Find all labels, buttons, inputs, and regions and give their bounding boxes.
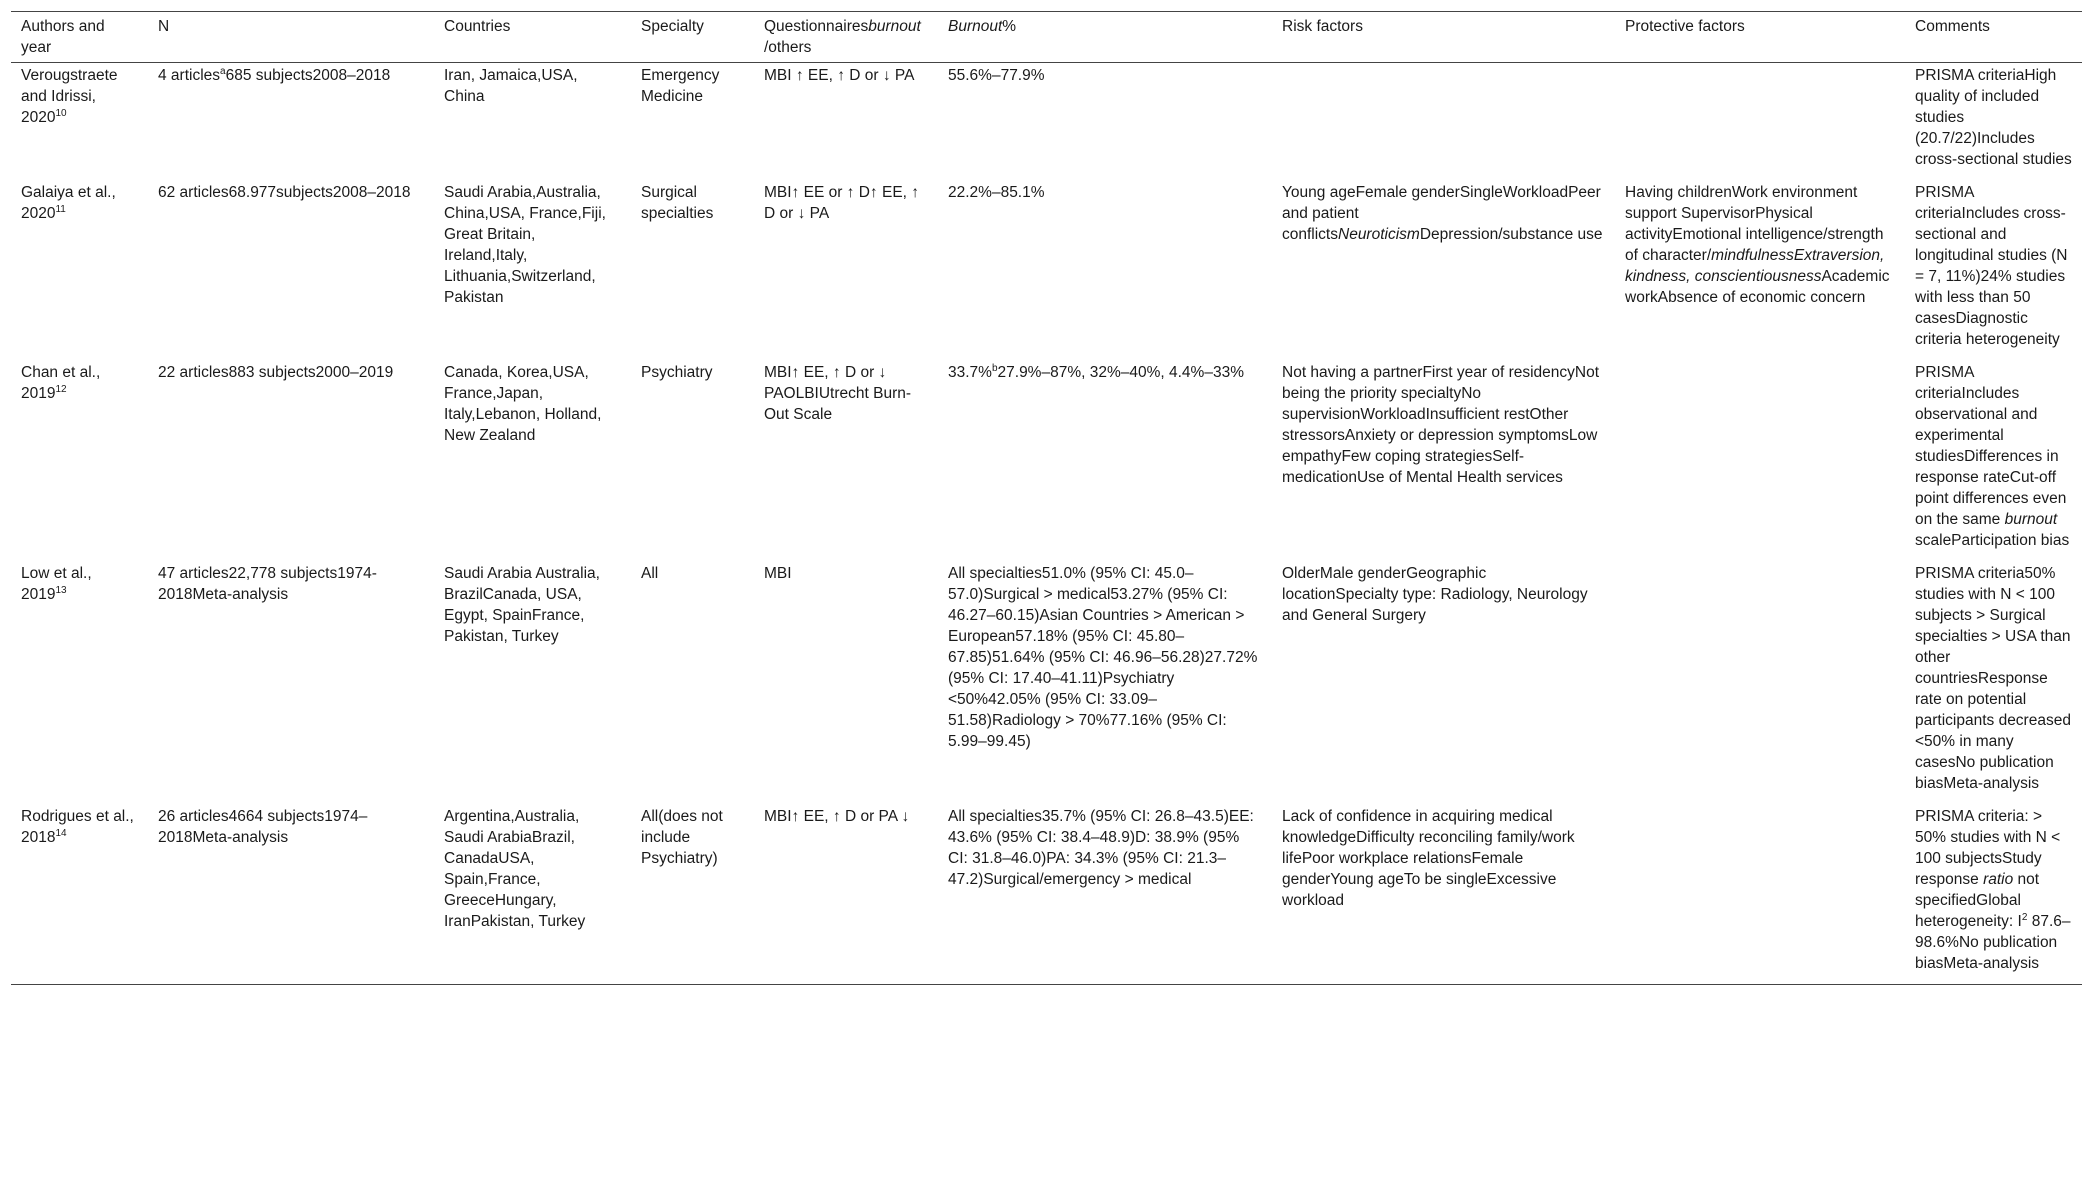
cell-n: 47 articles22,778 subjects1974-2018Meta-analysis [158,565,377,603]
cell-comments: PRISMA criteriaHigh quality of included studies (20.7/22)Includes cross-sectional studies [1915,67,2072,168]
cell-countries: Iran, Jamaica,USA, China [444,67,578,105]
table-row [11,360,2082,561]
cell-comments: PRISMA criteria: > 50% studies with N < 100 subjectsStudy response ratio not specifiedGlobal heterogeneity: $I^2$ 87.6–98.6%No publication biasMeta-analysis [1905,804,2082,985]
cell-n: 22 articles883 subjects2000–2019 [158,364,394,381]
cell-burnout: 33.7%$^b$27.9%–87%, 32%–40%, 4.4%–33% [948,362,1244,381]
cell-author: Chan et al., 2019$^{12}$ [21,364,101,402]
table-row [11,561,2082,804]
header-authors: Authors and year [11,12,148,63]
cell-burnout: 55.6%–77.9% [948,67,1045,84]
cell-questionnaires: MBI↑ EE, ↑ D or ↓ PAOLBIUtrecht Burn-Out Scale [764,364,912,423]
cell-specialty: All [641,565,659,582]
header-row [11,12,2082,63]
cell-n: 4 articles$^a$685 subjects2008–2018 [158,65,391,84]
cell-countries: Argentina,Australia, Saudi ArabiaBrazil, CanadaUSA, Spain,France, GreeceHungary, IranPakistan, Turkey [434,804,631,985]
cell-risk-factors: Young ageFemale genderSingleWorkloadPeer and patient conflictsNeuroticismDepression/substance use [1282,184,1603,243]
cell-countries: Saudi Arabia,Australia, China,USA, France,Fiji, Great Britain, Ireland,Italy, Lithuania,Switzerland, Pakistan [444,184,606,306]
review-table-container [11,11,2082,985]
cell-author: Rodrigues et al., 2018$^{14}$ [11,804,148,985]
cell-countries: Saudi Arabia Australia, BrazilCanada, USA, Egypt, SpainFrance, Pakistan, Turkey [444,565,600,645]
cell-risk-factors: Lack of confidence in acquiring medical knowledgeDifficulty reconciling family/work lifePoor workplace relationsFemale genderYoung ageTo be singleExcessive workload [1272,804,1615,985]
cell-comments: PRISMA criteria50% studies with N < 100 subjects > Surgical specialties > USA than other countriesResponse rate on potential participants decreased <50% in many casesNo publication biasMeta-analysis [1915,565,2071,792]
cell-n: 62 articles68.977subjects2008–2018 [158,184,411,201]
cell-risk-factors: Not having a partnerFirst year of residencyNot being the priority specialtyNo supervisionWorkloadInsufficient restOther stressorsAnxiety or depression symptomsLow empathyFew coping strategiesSelf-medicationUse of Mental Health services [1282,364,1600,486]
cell-protective-factors [1615,804,1905,985]
header-protective-factors: Protective factors [1615,12,1905,63]
cell-burnout: All specialties51.0% (95% CI: 45.0–57.0)Surgical > medical53.27% (95% CI: 46.27–60.15)Asian Countries > American > European57.18% (95% CI: 45.80–67.85)51.64% (95% CI: 46.96–56.28)27.72% (95% CI: 17.40–41.11)Psychiatry <50%42.05% (95% CI: 33.09–51.58)Radiology > 70%77.16% (95% CI: 5.99–99.45) [948,565,1258,750]
cell-protective-factors [1615,561,1905,804]
cell-author: Low et al., 2019$^{13}$ [21,565,92,603]
header-countries: Countries [434,12,631,63]
header-specialty: Specialty [631,12,754,63]
cell-author: Verougstraete and Idrissi, 2020$^{10}$ [21,67,118,126]
cell-questionnaires: MBI [764,565,792,582]
systematic-reviews-table [11,11,2082,985]
table-row [11,180,2082,360]
cell-protective-factors: Having childrenWork environment support SupervisorPhysical activityEmotional intelligence/strength of character/mindfulnessExtraversion, kindness, conscientiousnessAcademic workAbsence of economic concern [1625,184,1890,306]
header-risk-factors: Risk factors [1272,12,1615,63]
table-row [11,804,2082,985]
cell-specialty: Emergency Medicine [641,67,720,105]
cell-questionnaires: MBI ↑ EE, ↑ D or ↓ PA [764,67,915,84]
cell-specialty: Psychiatry [641,364,713,381]
cell-questionnaires: MBI↑ EE, ↑ D or PA ↓ [754,804,938,985]
header-burnout: Burnout% [938,12,1272,63]
cell-risk-factors [1272,63,1615,181]
table-row [11,63,2082,181]
cell-author: Galaiya et al., 2020$^{11}$ [21,184,116,222]
cell-countries: Canada, Korea,USA, France,Japan, Italy,Lebanon, Holland, New Zealand [444,364,602,444]
cell-burnout: All specialties35.7% (95% CI: 26.8–43.5)EE: 43.6% (95% CI: 38.4–48.9)D: 38.9% (95% CI: 31.8–46.0)PA: 34.3% (95% CI: 21.3–47.2)Surgical/emergency > medical [938,804,1272,985]
cell-questionnaires: MBI↑ EE or ↑ D↑ EE, ↑ D or ↓ PA [764,184,920,222]
cell-comments: PRISMA criteriaIncludes observational and experimental studiesDifferences in response rateCut-off point differences even on the same burnout scaleParticipation bias [1915,364,2070,549]
cell-risk-factors: OlderMale genderGeographic locationSpecialty type: Radiology, Neurology and General Surgery [1282,565,1588,624]
header-n: N [148,12,434,63]
cell-protective-factors [1615,63,1905,181]
cell-comments: PRISMA criteriaIncludes cross-sectional and longitudinal studies (N = 7, 11%)24% studies with less than 50 casesDiagnostic criteria heterogeneity [1915,184,2068,348]
cell-specialty: All(does not include Psychiatry) [631,804,754,985]
header-questionnaires: Questionnairesburnout /others [754,12,938,63]
cell-protective-factors [1615,360,1905,561]
cell-burnout: 22.2%–85.1% [948,184,1045,201]
cell-specialty: Surgical specialties [641,184,714,222]
header-comments: Comments [1905,12,2082,63]
cell-n: 26 articles4664 subjects1974–2018Meta-analysis [148,804,434,985]
